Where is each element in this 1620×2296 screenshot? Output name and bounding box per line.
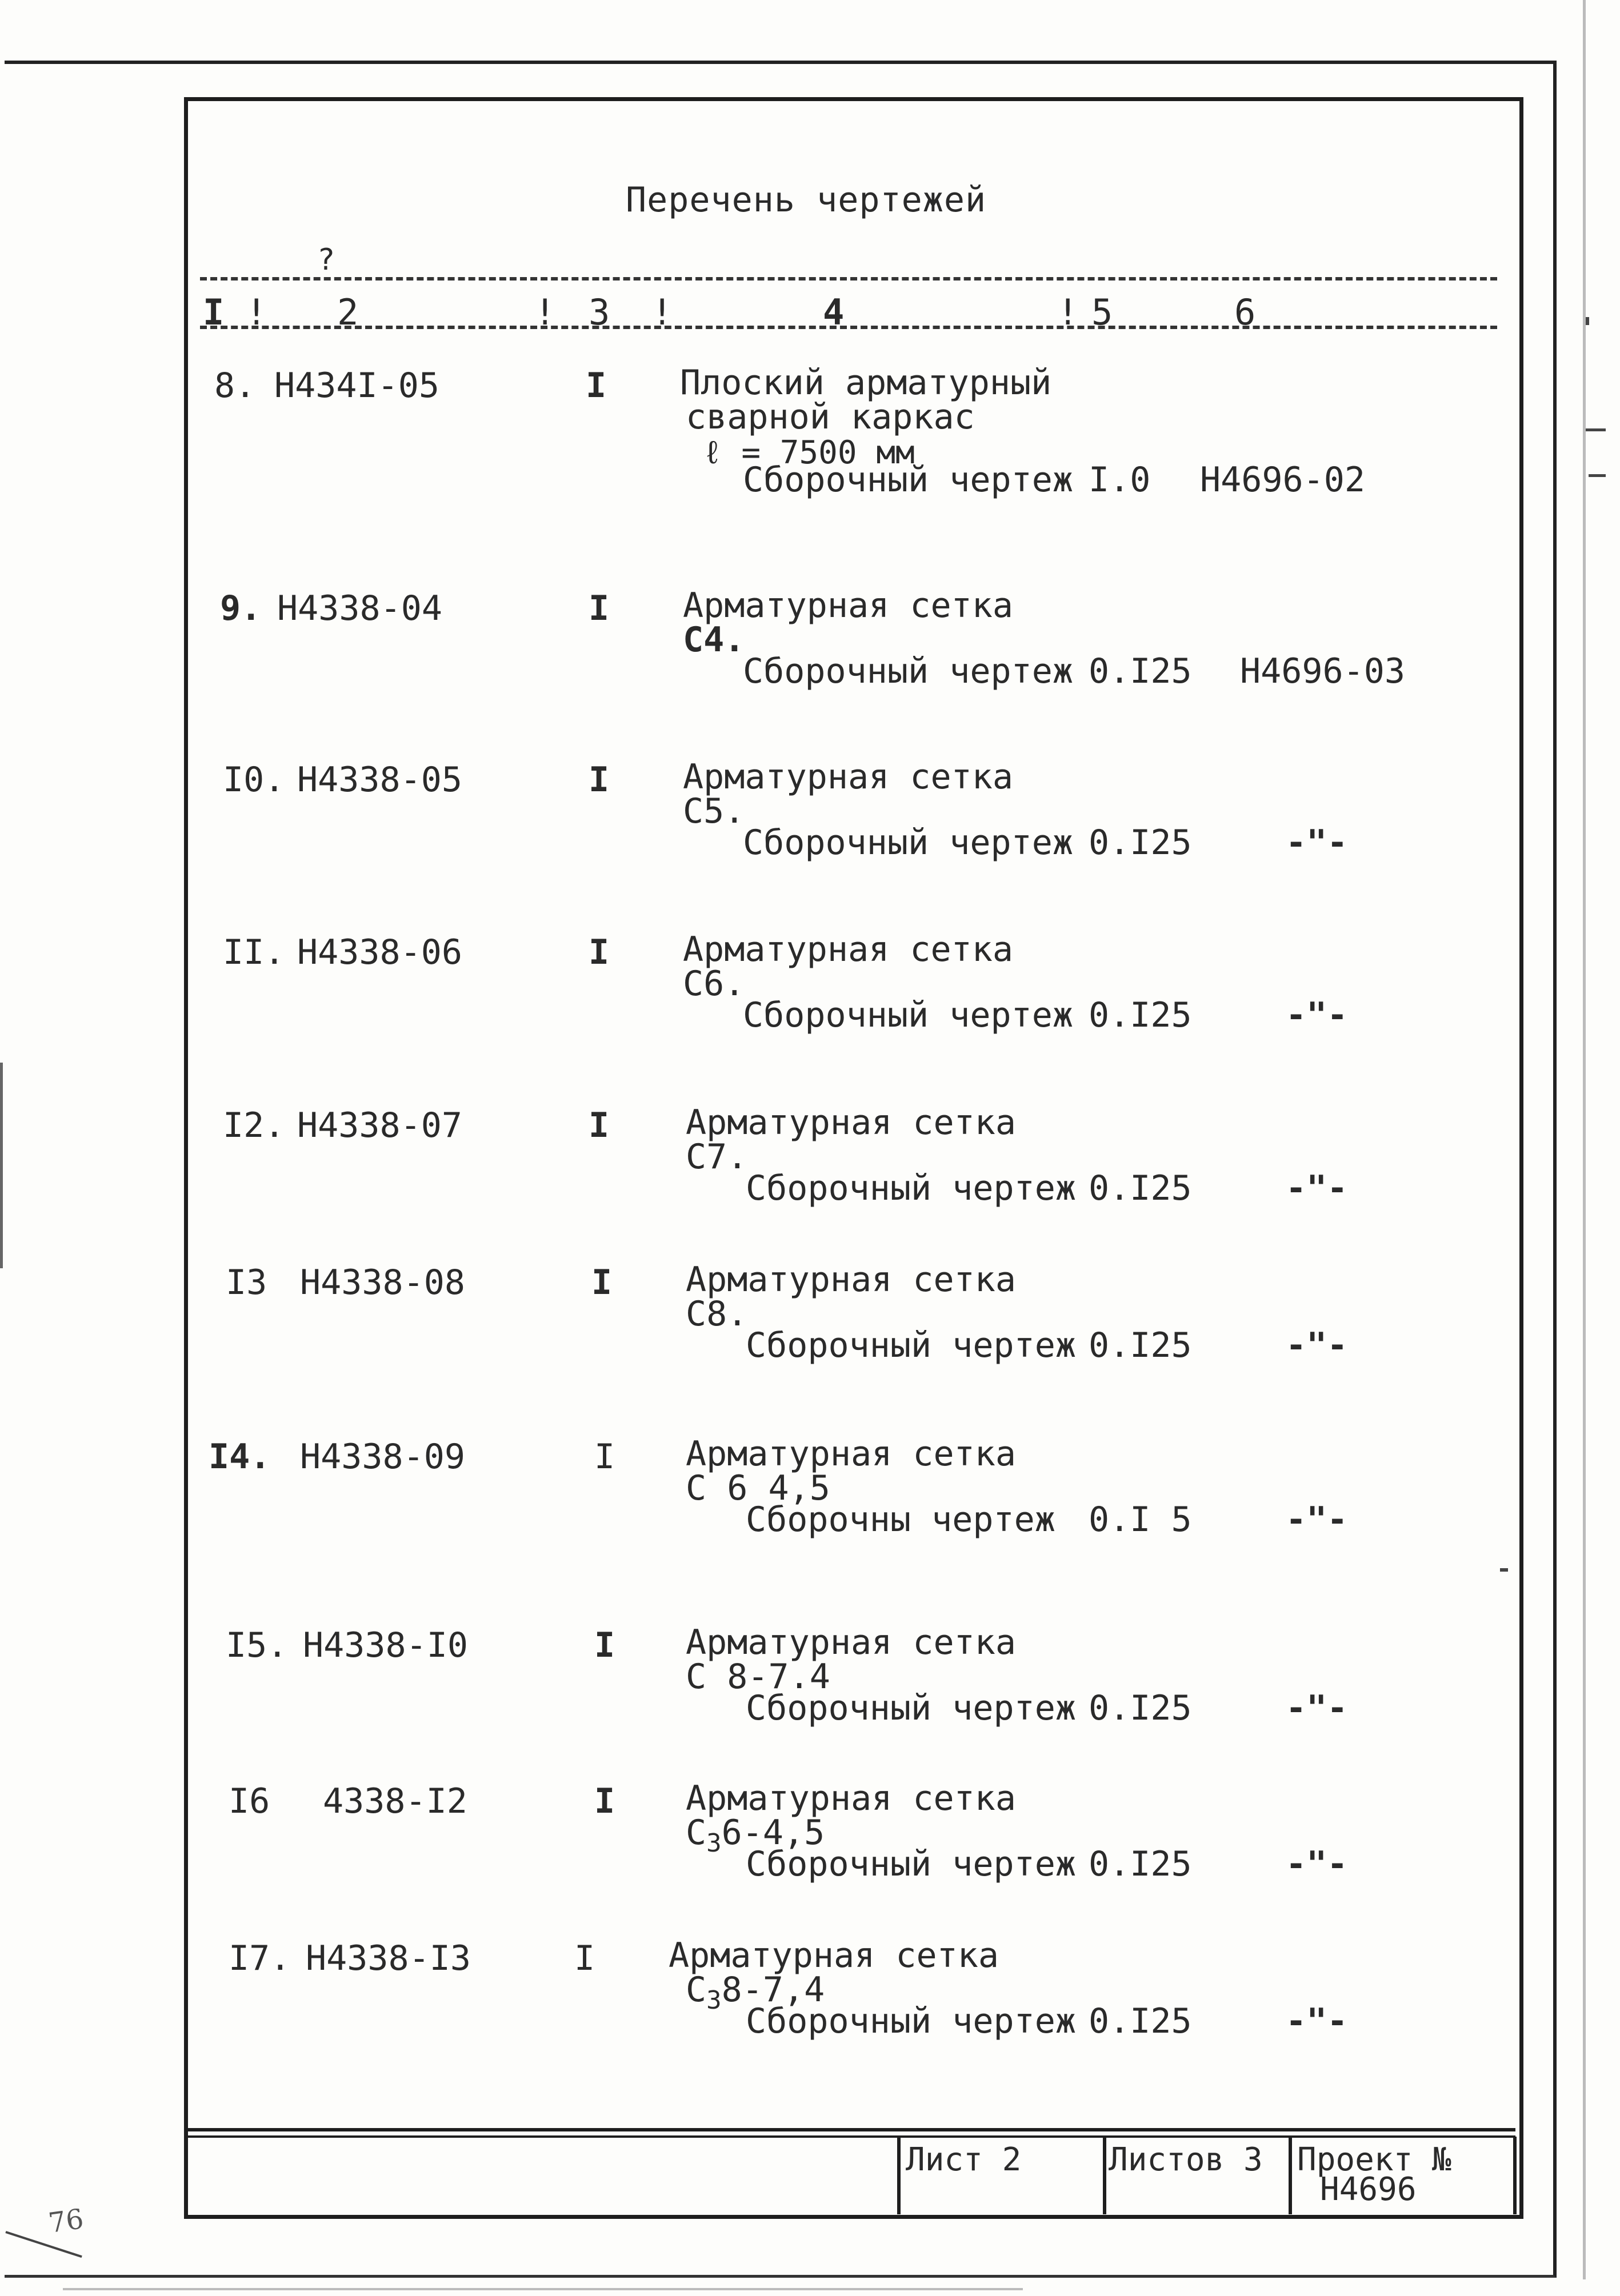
col-header-1: I [203, 291, 225, 333]
project-label: Проект № [1297, 2141, 1451, 2178]
title-block-divider [897, 2137, 901, 2214]
col-header-3: 3 [589, 291, 610, 333]
row-mark: $С_36-4,5$ [686, 1813, 825, 1858]
row-scale: 0.I25 [1089, 2001, 1192, 2041]
col-separator: ! [534, 291, 556, 333]
row-reference: Н4696-03 [1240, 651, 1405, 691]
row-drawing-type: Сборочный чертеж [743, 995, 1073, 1035]
row-code: Н4338-09 [300, 1437, 465, 1477]
row-description: Плоский арматурный [680, 363, 1052, 403]
row-reference: Н4696-02 [1200, 460, 1365, 500]
page-edge-left [0, 1063, 3, 1268]
row-description: Арматурная сетка [686, 1260, 1016, 1300]
row-scale: 0.I25 [1089, 995, 1192, 1035]
col-header-4: 4 [823, 291, 845, 333]
row-length: ℓ = 7500 мм [703, 434, 915, 471]
row-qty: I [591, 1263, 613, 1303]
row-reference: -"- [1286, 1688, 1348, 1728]
row-description: Арматурная сетка [686, 1434, 1016, 1474]
row-mark: С5. [683, 791, 745, 831]
page-edge [1583, 0, 1586, 2279]
row-reference: -"- [1286, 2001, 1348, 2041]
row-qty: I [586, 366, 607, 406]
row-drawing-type: Сборочный чертеж [746, 1844, 1076, 1884]
row-qty: I [594, 1625, 615, 1665]
title-block-divider [1103, 2137, 1106, 2214]
row-description: Арматурная сетка [683, 586, 1013, 626]
row-drawing-type: Сборочный чертеж [746, 1325, 1076, 1365]
row-number: 9. [220, 588, 262, 628]
row-drawing-type: Сборочный чертеж [743, 823, 1073, 863]
row-scale: I.0 [1089, 460, 1151, 500]
row-qty: I [589, 760, 610, 800]
row-reference: -"- [1286, 1325, 1348, 1365]
title-block-rule [184, 2135, 1515, 2138]
row-scale: 0.I25 [1089, 823, 1192, 863]
row-reference: -"- [1286, 1500, 1348, 1540]
row-code: Н4338-05 [297, 760, 462, 800]
row-number: I7. [229, 1938, 291, 1978]
title-block-divider [1289, 2137, 1292, 2214]
col-header-5: 5 [1091, 291, 1113, 333]
row-drawing-type: Сборочный чертеж [746, 1168, 1076, 1208]
row-reference: -"- [1286, 1844, 1348, 1884]
row-mark: С6. [683, 964, 745, 1004]
row-qty: I [589, 932, 610, 972]
row-mark: С7. [686, 1137, 748, 1177]
margin-tick [1586, 317, 1589, 325]
row-description: Арматурная сетка [686, 1622, 1016, 1662]
row-description: Арматурная сетка [683, 757, 1013, 797]
row-number: I5. [226, 1625, 288, 1665]
row-description: Арматурная сетка [686, 1103, 1016, 1143]
col-separator: ! [1057, 291, 1079, 333]
row-scale: 0.I25 [1089, 1168, 1192, 1208]
row-description: сварной каркас [686, 397, 975, 437]
row-qty: I [589, 1105, 610, 1145]
page-bottom-edge [63, 2288, 1023, 2290]
row-scale: 0.I 5 [1089, 1500, 1192, 1540]
col-separator: ! [651, 291, 673, 333]
row-mark: С 6 4,5 [686, 1468, 830, 1508]
row-number: I6 [229, 1781, 270, 1821]
header-mark: ? [317, 243, 335, 277]
margin-tick [1589, 474, 1606, 477]
row-scale: 0.I25 [1089, 1844, 1192, 1884]
project-number: Н4696 [1320, 2171, 1417, 2208]
title-block-rule [184, 2128, 1515, 2131]
row-reference: -"- [1286, 823, 1348, 863]
row-qty: I [594, 1781, 615, 1821]
sheet-count: Листов 3 [1109, 2141, 1263, 2178]
row-number: I0. [223, 760, 285, 800]
col-separator: ! [246, 291, 267, 333]
row-code: Н4338-06 [297, 932, 462, 972]
row-description: Арматурная сетка [686, 1778, 1016, 1818]
row-description: Арматурная сетка [669, 1936, 999, 1976]
sheet-number: Лист 2 [906, 2141, 1022, 2178]
row-reference: -"- [1286, 1168, 1348, 1208]
row-scale: 0.I25 [1089, 1688, 1192, 1728]
row-drawing-type: Сборочный чертеж [743, 651, 1073, 691]
row-number: II. [223, 932, 285, 972]
col-header-2: 2 [337, 291, 359, 333]
row-code: 4338-I2 [323, 1781, 467, 1821]
row-mark: С4. [683, 620, 745, 660]
row-qty: I [594, 1437, 615, 1477]
row-qty: I [589, 588, 610, 628]
row-code: Н434I-05 [274, 366, 439, 406]
title-block-divider [1513, 2137, 1517, 2214]
row-mark: С 8-7.4 [686, 1657, 830, 1697]
row-code: Н4338-08 [300, 1263, 465, 1303]
margin-tick [1583, 428, 1606, 431]
row-drawing-type: Сборочный чертеж [746, 1688, 1076, 1728]
page-title: Перечень чертежей [626, 180, 987, 220]
row-scale: 0.I25 [1089, 1325, 1192, 1365]
row-code: Н4338-I0 [303, 1625, 468, 1665]
row-drawing-type: Сборочный чертеж [743, 460, 1073, 500]
row-reference: -"- [1286, 995, 1348, 1035]
row-description: Арматурная сетка [683, 929, 1013, 969]
row-drawing-type: Сборочный чертеж [746, 2001, 1076, 2041]
row-number: 8. [214, 366, 256, 406]
row-code: Н4338-04 [277, 588, 442, 628]
row-code: Н4338-07 [297, 1105, 462, 1145]
row-mark: $С_38-7,4$ [686, 1970, 825, 2015]
row-mark: С8. [686, 1294, 748, 1334]
margin-tick [1500, 1568, 1508, 1572]
margin-handwritten-note: 76 [46, 2203, 86, 2239]
row-number: I4. [209, 1437, 271, 1477]
row-number: I3 [226, 1263, 267, 1303]
row-qty: I [574, 1938, 595, 1978]
row-drawing-type: Сборочны чертеж [746, 1500, 1055, 1540]
header-dash-top [200, 277, 1497, 281]
row-code: Н4338-I3 [306, 1938, 471, 1978]
row-number: I2. [223, 1105, 285, 1145]
row-scale: 0.I25 [1089, 651, 1192, 691]
col-header-6: 6 [1234, 291, 1256, 333]
header-dash-bottom [200, 326, 1497, 329]
